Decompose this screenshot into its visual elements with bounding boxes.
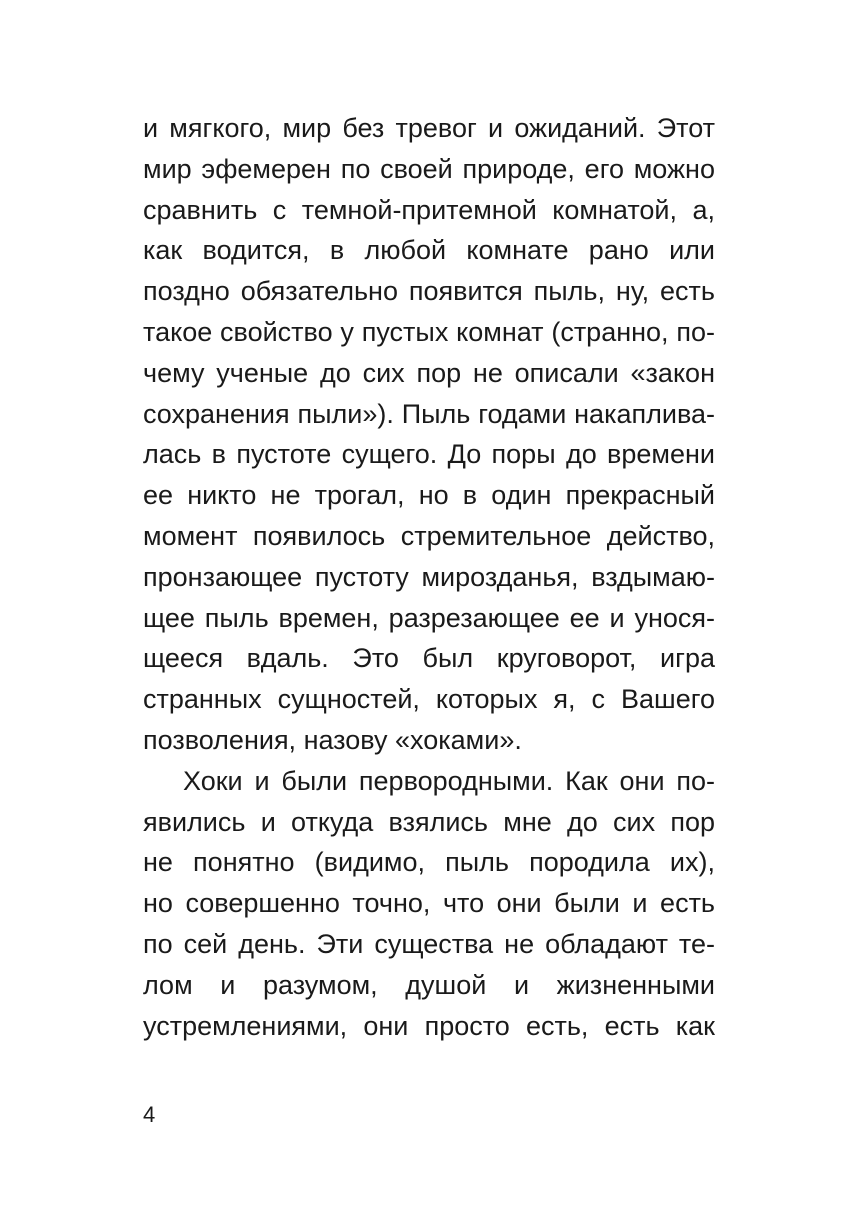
text-line: не понятно (видимо, пыль породила их), xyxy=(143,847,715,878)
text-line: щееся вдаль. Это был круговорот, игра xyxy=(143,643,715,674)
page-number: 4 xyxy=(143,1102,156,1127)
text-line: лом и разумом, душой и жизненными xyxy=(143,969,715,1000)
text-line: такое свойство у пустых комнат (странно, по- xyxy=(143,316,715,347)
text-line: позволения, назову «хоками». xyxy=(143,724,522,755)
text-line: явились и откуда взялись мне до сих пор xyxy=(143,806,715,837)
text-line: щее пыль времен, разрезающее ее и унося- xyxy=(143,602,715,633)
text-line: Хоки и были первородными. Как они по- xyxy=(183,765,715,796)
text-line: странных сущностей, которых я, с Вашего xyxy=(143,684,715,715)
text-line: но совершенно точно, что они были и есть xyxy=(143,888,715,919)
text-line: пронзающее пустоту мирозданья, вздымаю- xyxy=(143,561,715,592)
text-line: момент появилось стремительное действо, xyxy=(143,520,715,551)
text-line: поздно обязательно появится пыль, ну, есть xyxy=(143,276,715,307)
text-line: ее никто не трогал, но в один прекрасный xyxy=(143,480,715,511)
text-line: мир эфемерен по своей природе, его можно xyxy=(143,153,715,184)
text-line: и мягкого, мир без тревог и ожиданий. Этот xyxy=(143,113,715,143)
text-line: как водится, в любой комнате рано или xyxy=(143,235,715,266)
text-line: чему ученые до сих пор не описали «закон xyxy=(143,357,715,388)
body-text xyxy=(143,108,715,1046)
text-line: сохранения пыли»). Пыль годами накаплива- xyxy=(143,398,715,429)
text-line: по сей день. Эти существа не обладают те- xyxy=(143,928,715,959)
text-line: устремлениями, они просто есть, есть как xyxy=(143,1010,715,1041)
text-line: лась в пустоте сущего. До поры до времени xyxy=(143,439,715,470)
text-line: сравнить с темной-притемной комнатой, а, xyxy=(143,194,715,225)
